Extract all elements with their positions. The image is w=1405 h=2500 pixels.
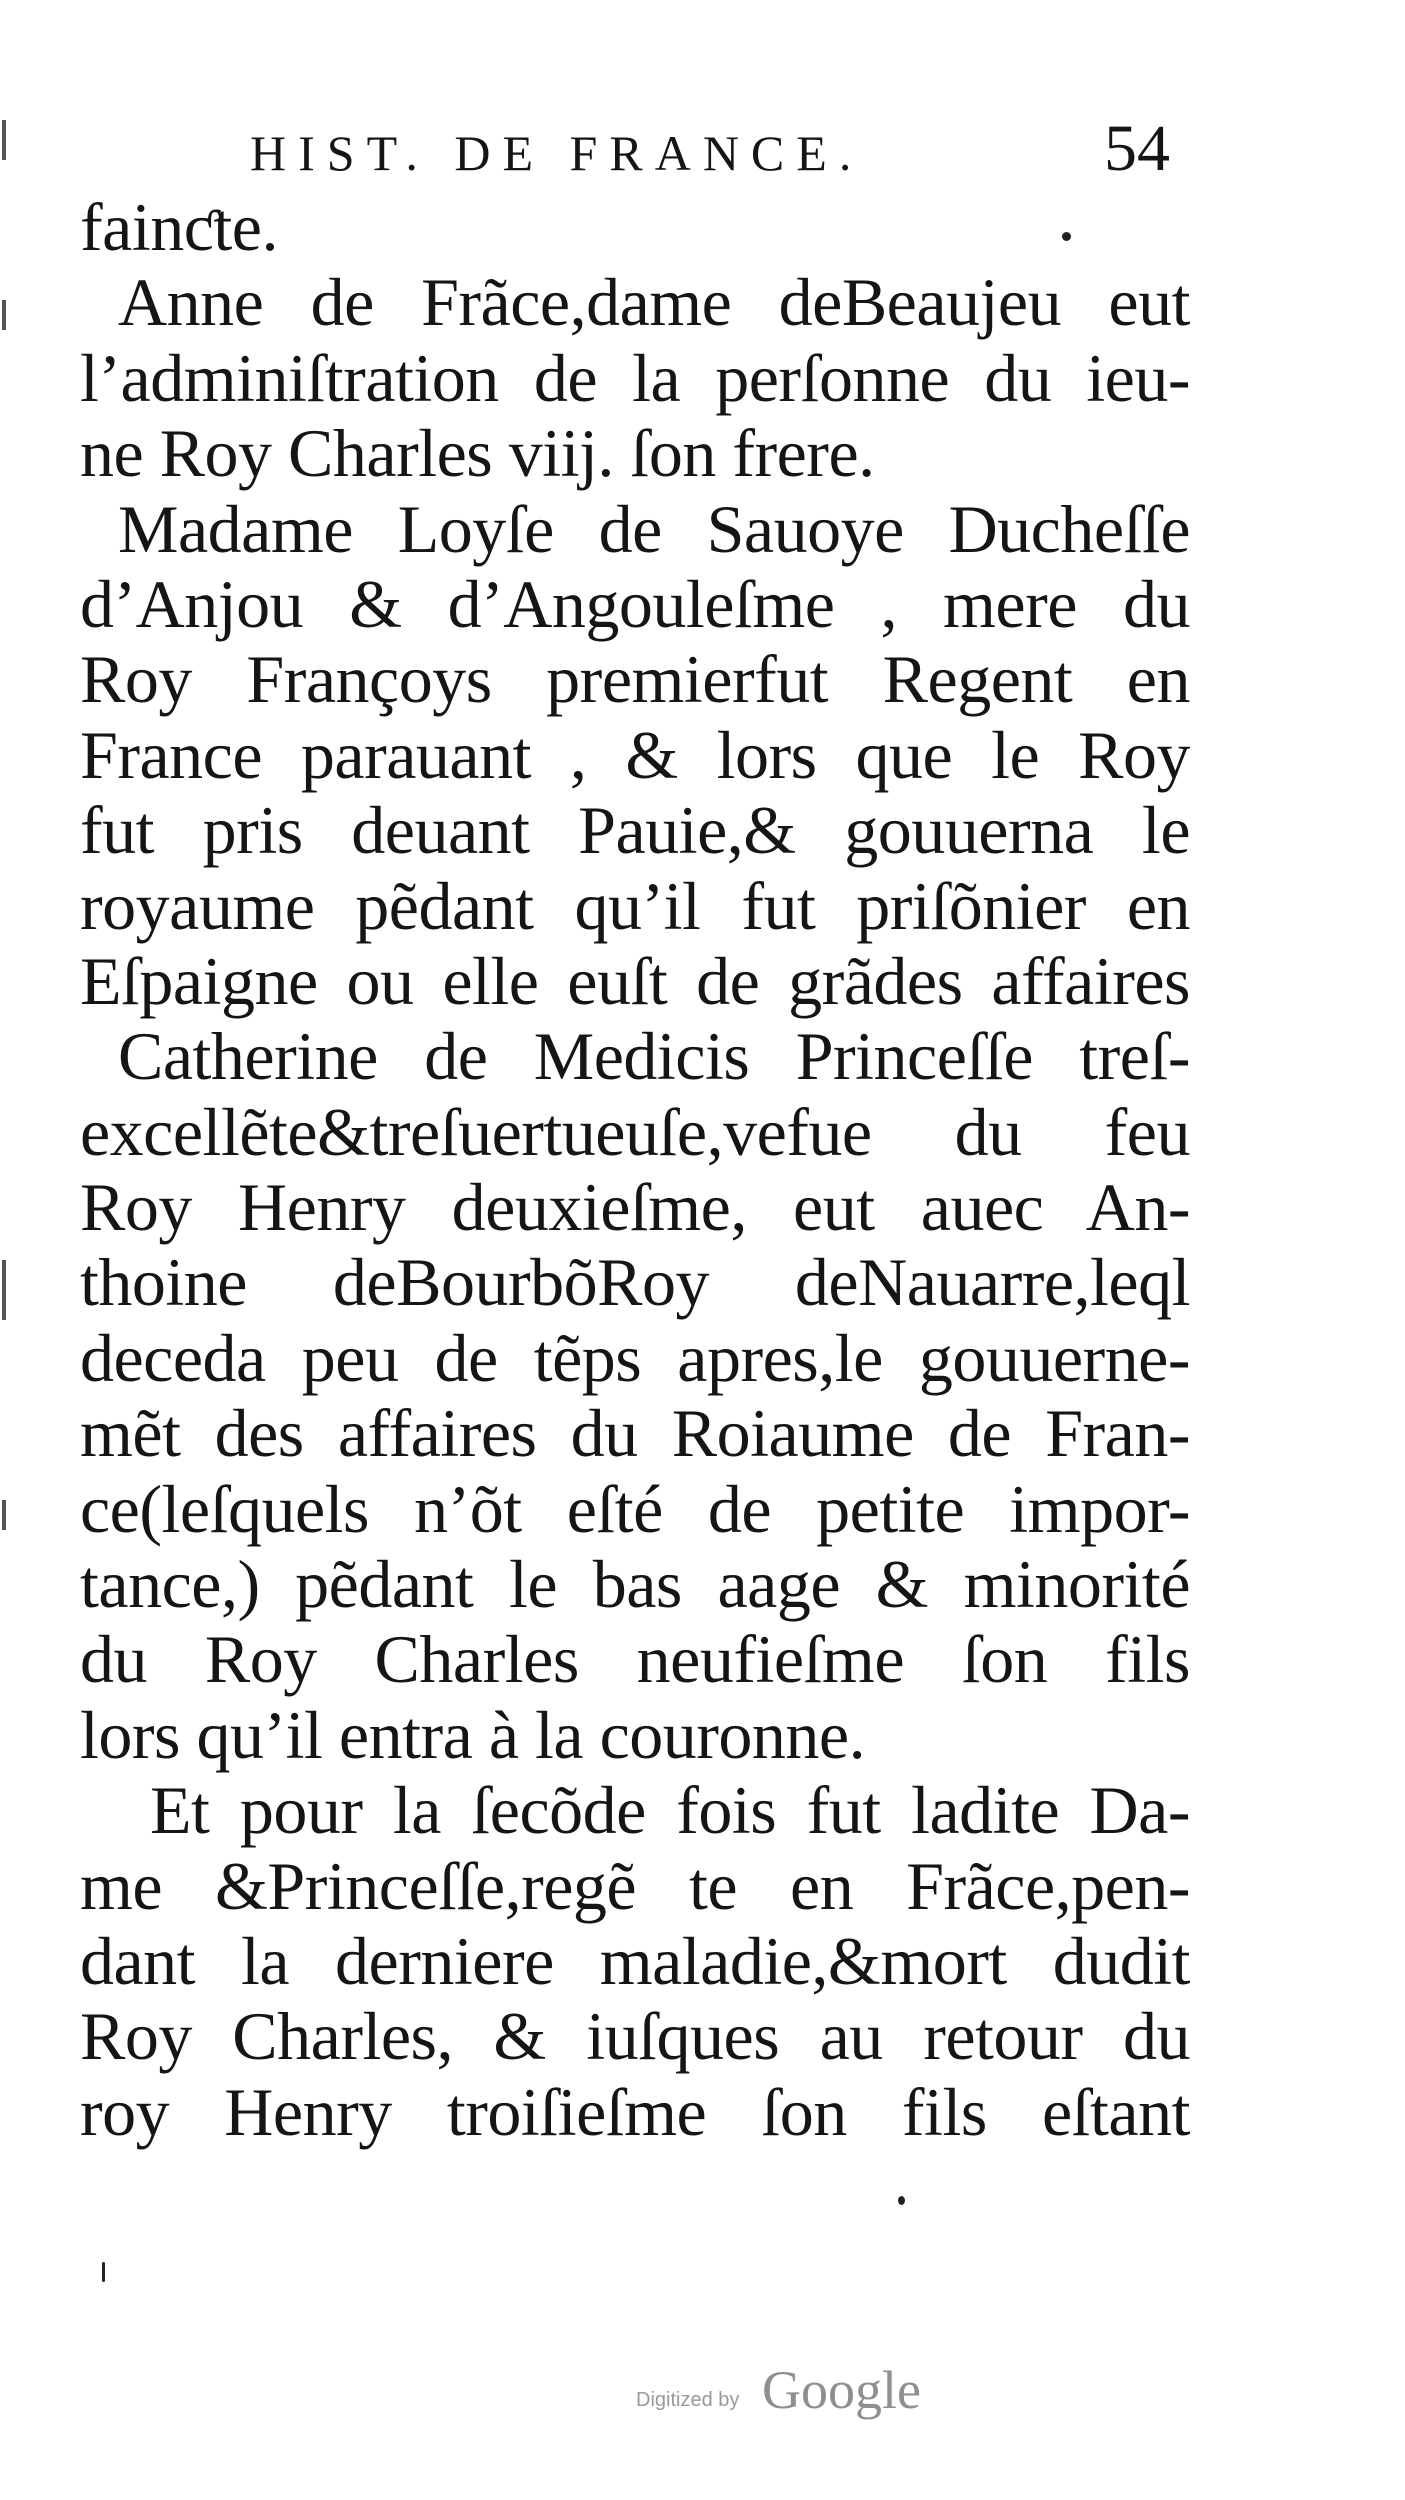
text-line: Anne de Frãce,dame deBeaujeu eut <box>118 265 1190 341</box>
text-line: Roy Henry deuxieſme, eut auec An- <box>80 1170 1190 1246</box>
text-line: du Roy Charles neufieſme ſon fils <box>80 1622 1190 1698</box>
page-edge-mark <box>2 1260 6 1320</box>
text-line: Et pour la ſecõde fois fut ladite Da- <box>150 1773 1190 1849</box>
text-line: l’adminiſtration de la perſonne du ieu- <box>80 340 1190 416</box>
page-header <box>250 112 1170 188</box>
page-number: 54 <box>1104 112 1170 185</box>
watermark-brand: Google <box>762 2360 921 2420</box>
running-head: HIST. DE FRANCE. <box>250 125 864 181</box>
text-line: Madame Loyſe de Sauoye Ducheſſe <box>118 491 1190 567</box>
text-line: fainƈte. <box>80 190 278 265</box>
text-line: royaume pẽdant qu’il fut priſõnier en <box>80 868 1190 944</box>
text-line: fut pris deuant Pauie,& gouuerna le <box>80 793 1190 869</box>
text-line: ne Roy Charles viij. ſon frere. <box>80 416 875 492</box>
ink-speck <box>102 2262 105 2282</box>
text-line: roy Henry troiſieſme ſon fils eſtant <box>80 2074 1190 2150</box>
text-line: tance,) pẽdant le bas aage & minorité <box>80 1547 1190 1623</box>
ink-speck <box>1062 232 1071 241</box>
page-edge-mark <box>2 1500 6 1530</box>
text-line: me &Princeſſe,regẽ te en Frãce,pen- <box>80 1848 1190 1924</box>
text-line: excellẽte&treſuertueuſe,vefue du feu <box>80 1094 1190 1170</box>
text-line: Roy Françoys premierfut Regent en <box>80 642 1190 718</box>
text-line: France parauant , & lors que le Roy <box>80 717 1190 793</box>
text-line: dant la derniere maladie,&mort dudit <box>80 1923 1190 1999</box>
text-line: ce(leſquels n’õt eſté de petite impor- <box>80 1471 1190 1547</box>
text-line: Roy Charles, & iuſques au retour du <box>80 1999 1190 2075</box>
ink-speck <box>898 2196 905 2205</box>
text-line: deceda peu de tẽps apres,le gouuerne- <box>80 1320 1190 1396</box>
text-line: Eſpaigne ou elle euſt de grãdes affaires <box>80 943 1190 1019</box>
page-edge-mark <box>2 120 6 160</box>
page-edge-mark <box>2 300 6 330</box>
text-line: thoine deBourbõRoy deNauarre,leql <box>80 1245 1190 1321</box>
digitization-watermark <box>620 2358 940 2428</box>
text-line: mẽt des affaires du Roiaume de Fran- <box>80 1396 1190 1472</box>
text-line: lors qu’il entra à la couronne. <box>80 1697 866 1773</box>
text-line: Catherine de Medicis Princeſſe treſ- <box>118 1019 1190 1095</box>
text-line: d’Anjou & d’Angouleſme , mere du <box>80 566 1190 642</box>
body-text <box>80 190 1190 2150</box>
watermark-prefix: Digitized by <box>636 2389 740 2411</box>
